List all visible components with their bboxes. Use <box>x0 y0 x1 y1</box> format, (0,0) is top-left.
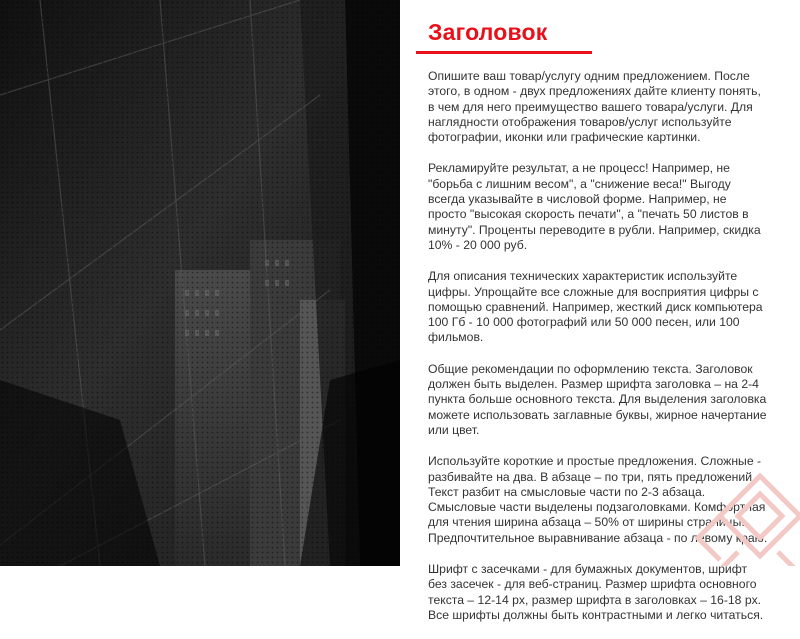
paragraph: Используйте короткие и простые предложения. Сложные - разбивайте на два. В абзаце – по три, пять предложений. Текст разбит на смысловые части по 2-3 абзаца. Смысловые части выделены подзаголовками. Комфортная для чтения ширина абзаца – 50% от ширины страницы. Предпочтительное выравнивание абзаца - по левому краю. <box>428 454 768 545</box>
page-title: Заголовок <box>428 19 548 45</box>
paragraph: Опишите ваш товар/услугу одним предложением. После этого, в одном - двух предложениях дайте клиенту понять, в чем для него преимущество вашего товара/услуги. Для наглядности отображения товаров/услуг используйте фотографии, иконки или графические картинки. <box>428 69 761 145</box>
diamond-pattern-logo-icon <box>690 456 800 566</box>
paragraph: Шрифт с засечками - для бумажных документов, шрифт без засечек - для веб-страниц. Размер шрифта основного текста – 12-14 px, размер шрифта в заголовках – 16-18 px. Все шрифты должны быть контрастными и легко читаться. <box>428 562 764 622</box>
paragraph: Рекламируйте результат, а не процесс! Например, не "борьба с лишним весом", а "снижение веса!" Выгоду всегда указывайте в числовой форме. Например, не просто "высокая скорость печати", а "печать 50 листов в минуту". Проценты переводите в рубли. Например, скидка 10% - 20 000 руб. <box>428 161 761 252</box>
paragraph: Для описания технических характеристик используйте цифры. Упрощайте все сложные для восприятия цифры с помощью сравнений. Например, жесткий диск компьютера 100 Гб - 10 000 фотографий или 50 000 песен, или 100 фильмов. <box>428 269 763 345</box>
title-underline <box>416 51 592 54</box>
paragraph: Общие рекомендации по оформлению текста. Заголовок должен быть выделен. Размер шрифта заголовка – на 2-4 пункта больше основного текста. Для выделения заголовка можете использовать заглавные буквы, жирное начертание или цвет. <box>428 361 767 437</box>
building-photo <box>0 0 400 566</box>
